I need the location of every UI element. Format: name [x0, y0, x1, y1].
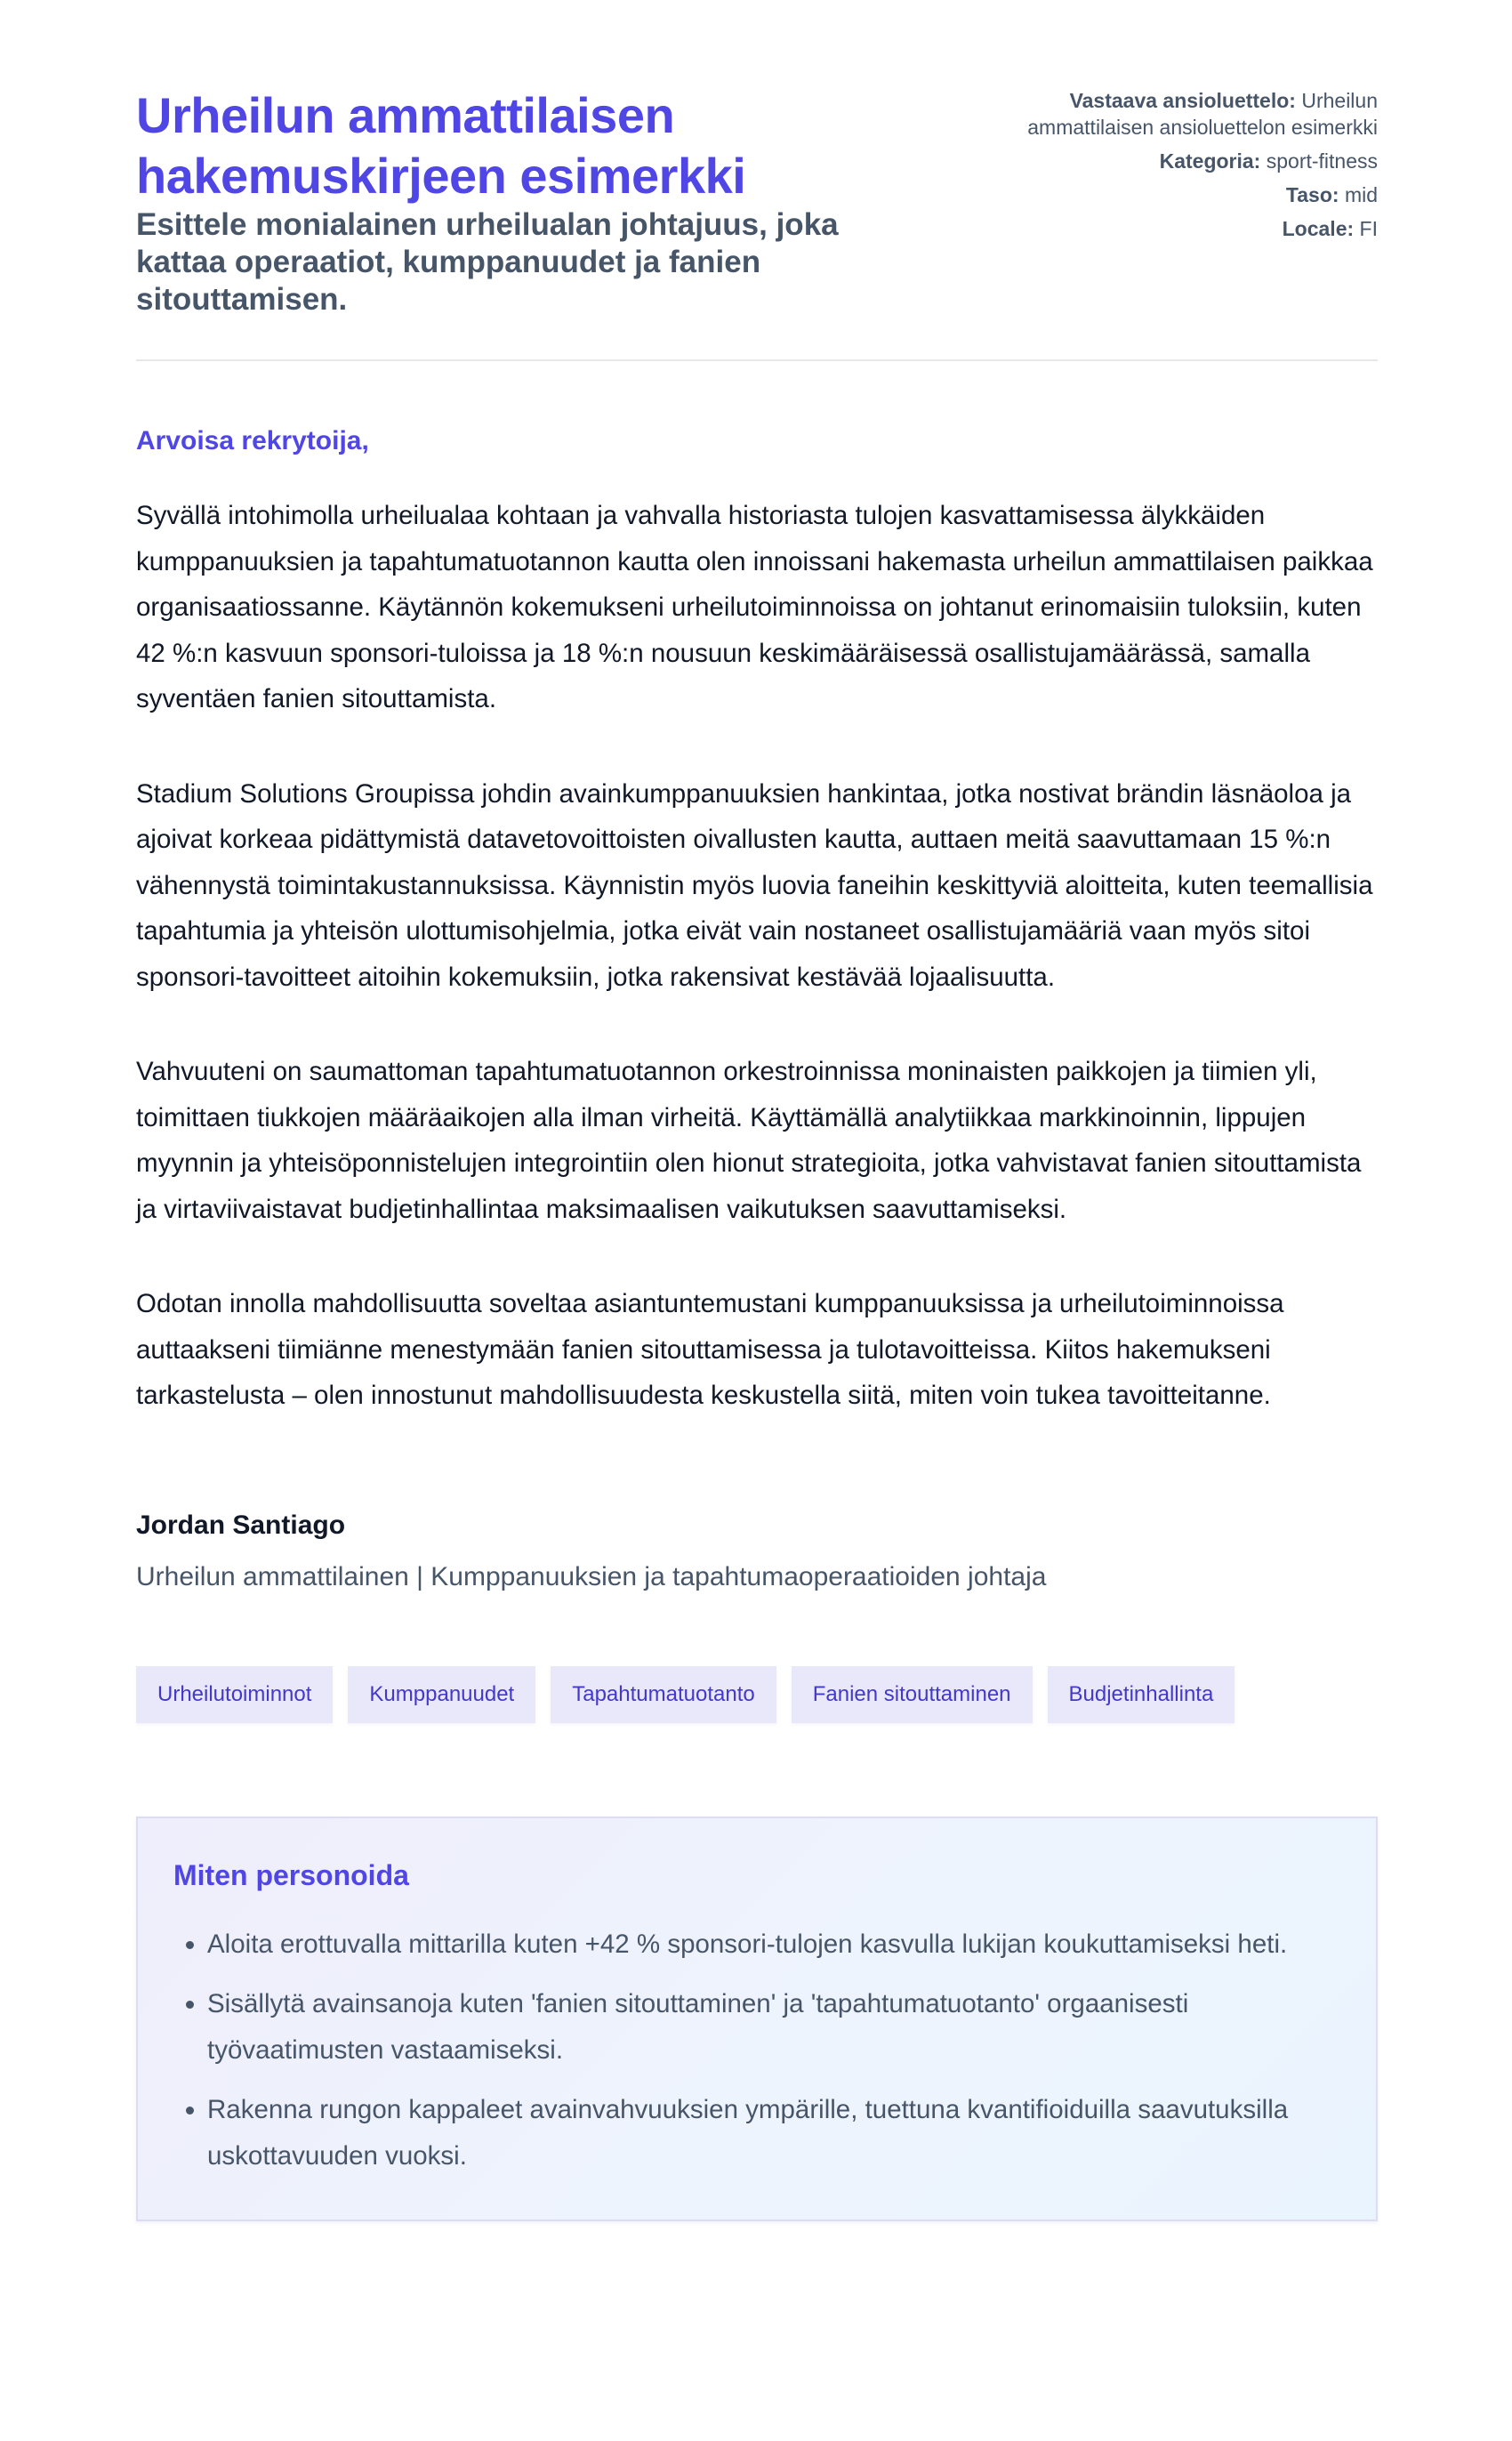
signature-name: Jordan Santiago	[136, 1510, 346, 1540]
meta-key: Kategoria:	[1159, 149, 1261, 173]
meta-category	[960, 148, 1378, 174]
skill-tag: Budjetinhallinta	[1048, 1666, 1235, 1723]
personalization-tips	[136, 1817, 1378, 2222]
cover-letter-page	[134, 0, 1378, 2221]
meta-related-resume	[960, 87, 1378, 141]
meta-value: FI	[1359, 217, 1378, 240]
skill-tag: Urheilutoiminnot	[136, 1666, 333, 1723]
page-header	[136, 85, 1378, 361]
greeting: Arvoisa rekrytoija,	[136, 426, 369, 455]
header-titles	[136, 85, 901, 318]
tip-item: • Aloita erottuvalla mittarilla kuten +42 % sponsori-tulojen kasvulla lukijan koukuttamiseksi heti.	[207, 1921, 1340, 1968]
page-title: Urheilun ammattilaisen hakemuskirjeen esimerkki	[136, 87, 746, 204]
letter-paragraph: Stadium Solutions Groupissa johdin avainkumppanuuksien hankintaa, jotka nostivat brändin läsnäoloa ja ajoivat korkeaa pidättymistä datavetovoittoisten oivallusten kautta, auttaen meitä saavuttamaan 15 %:n vähennystä toimintakustannuksissa. Käynnistin myös luovia faneihin keskittyviä aloitteita, kuten teemallisia tapahtumia ja yhteisön ulottumisohjelmia, jotka eivät vain nostaneet osallistujamääriä vaan myös sitoi sponsori-tavoitteet aitoihin kokemuksiin, jotka rakensivat kestävää lojaalisuutta.	[136, 778, 1373, 992]
skill-tag: Tapahtumatuotanto	[551, 1666, 776, 1723]
signature	[136, 1508, 1378, 1595]
tip-item: • Sisällytä avainsanoja kuten 'fanien sitouttaminen' ja 'tapahtumatuotanto' orgaanisesti työvaatimusten vastaamiseksi.	[207, 1981, 1340, 2073]
meta-value: mid	[1344, 183, 1378, 206]
skill-tag: Fanien sitouttaminen	[792, 1666, 1033, 1723]
meta-key: Taso:	[1285, 183, 1339, 206]
meta-key: Vastaava ansioluettelo:	[1069, 89, 1296, 112]
tips-title: Miten personoida	[173, 1858, 409, 1891]
meta-level	[960, 181, 1378, 208]
skill-tag: Kumppanuudet	[348, 1666, 535, 1723]
meta-value: sport-fitness	[1266, 149, 1378, 173]
tip-item: • Rakenna rungon kappaleet avainvahvuuksien ympärille, tuettuna kvantifioiduilla saavutuksilla uskottavuuden vuoksi.	[207, 2087, 1340, 2179]
letter-paragraph: Syvällä intohimolla urheilualaa kohtaan ja vahvalla historiasta tulojen kasvattamisessa älykkäiden kumppanuuksien ja tapahtumatuotannon kautta olen innoissani hakemasta urheilun ammattilaisen paikkaa organisaatiossanne. Käytännön kokemukseni urheilutoiminnoissa on johtanut erinomaisiin tuloksiin, kuten 42 %:n kasvuun sponsori-tuloissa ja 18 %:n nousuun keskimääräisessä osallistujamäärässä, samalla syventäen fanien sitouttamista.	[136, 501, 1373, 713]
letter-body	[136, 423, 1378, 1419]
meta-key: Locale:	[1282, 217, 1355, 240]
meta-locale	[960, 215, 1378, 242]
tips-list	[173, 1921, 1340, 2179]
meta-value: Urheilun ammattilaisen ansioluettelon esimerkki	[1027, 89, 1378, 139]
meta-info	[960, 85, 1378, 249]
letter-paragraph: Vahvuuteni on saumattoman tapahtumatuotannon orkestroinnissa moninaisten paikkojen ja tiimien yli, toimittaen tiukkojen määräaikojen alla ilman virheitä. Käyttämällä analytiikkaa markkinoinnin, lippujen myynnin ja yhteisöponnistelujen integrointiin olen hionut strategioita, jotka vahvistavat fanien sitouttamista ja virtaviivaistavat budjetinhallintaa maksimaalisen vaikutuksen saavuttamiseksi.	[136, 1057, 1362, 1224]
signature-title: Urheilun ammattilainen | Kumppanuuksien ja tapahtumaoperaatioiden johtaja	[136, 1561, 1047, 1591]
page-subtitle: Esittele monialainen urheilualan johtajuus, joka kattaa operaatiot, kumppanuudet ja fanien sitouttamisen.	[136, 207, 839, 317]
skill-tags	[136, 1666, 1378, 1723]
letter-paragraph: Odotan innolla mahdollisuutta soveltaa asiantuntemustani kumppanuuksissa ja urheilutoiminnoissa auttaakseni tiimiänne menestymään fanien sitouttamisessa ja tulotavoitteissa. Kiitos hakemukseni tarkastelusta – olen innostunut mahdollisuudesta keskustella siitä, miten voin tukea tavoitteitanne.	[136, 1289, 1284, 1410]
